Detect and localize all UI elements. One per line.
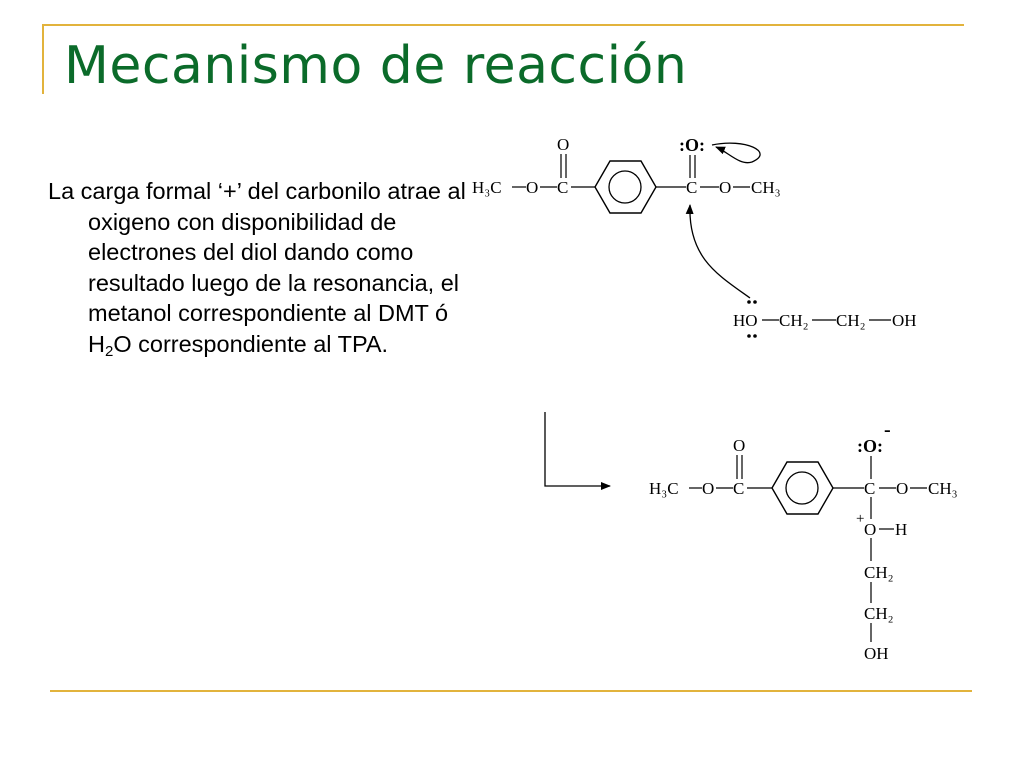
slide-title: Mecanismo de reacción [64,36,688,96]
product-ch2-b: CH₂ [864,604,894,623]
reactant-right-c: C [686,178,698,197]
product-ch3: CH₃ [928,479,958,498]
product-h3c: H₃C [649,479,679,498]
body-text-part1: La carga formal ‘+’ del carbonilo atrae al oxigeno con disponibilidad de electrones del diol dando como resultado luego de la resonancia, el metanol correspondiente al DMT ó H [48,178,466,357]
frame-top-line [42,24,964,26]
product-oxonium-o: O [864,520,877,539]
frame-left-line [42,24,44,94]
ethylene-glycol [733,300,917,338]
frame-bottom-line [50,690,972,692]
benzene-ring-top [595,161,656,213]
reactant-carbonyl-c: C [557,178,569,197]
product-oh: OH [864,644,889,663]
product-h: H [895,520,908,539]
reaction-mechanism-diagram [460,120,980,680]
reactant-o-link: O [526,178,539,197]
reactant-h3c: H₃C [472,178,502,197]
diol-ho: HO [733,311,758,330]
reaction-arrow [545,412,610,486]
body-text-subscript: 2 [104,342,114,360]
diol-oh: OH [892,311,917,330]
body-text-part2: O correspondiente al TPA. [113,330,389,357]
tetrahedral-intermediate [649,419,958,663]
nucleophilic-attack-arrow [690,205,750,298]
diol-ch2-a: CH₂ [779,311,809,330]
reactant-carbonyl-o-lone-pairs: :O: [679,135,705,155]
reactant-ester [472,135,781,213]
electron-shift-arrow [712,143,760,163]
product-ch2-a: CH₂ [864,563,894,582]
product-carbonyl-o: O [733,436,746,455]
body-paragraph [48,176,498,359]
reactant-carbonyl-o: O [557,135,570,154]
benzene-ring-bottom [772,462,833,514]
product-plus-charge: + [856,511,865,527]
product-carbonyl-c: C [733,479,745,498]
product-minus-charge: - [884,419,891,441]
reactant-ch3: CH₃ [751,178,781,197]
product-right-o-link: O [896,479,909,498]
product-o-link: O [702,479,715,498]
product-center-c: C [864,479,876,498]
diol-ch2-b: CH₂ [836,311,866,330]
reactant-right-o-link: O [719,178,732,197]
product-alkoxide-o: :O: [857,436,883,456]
